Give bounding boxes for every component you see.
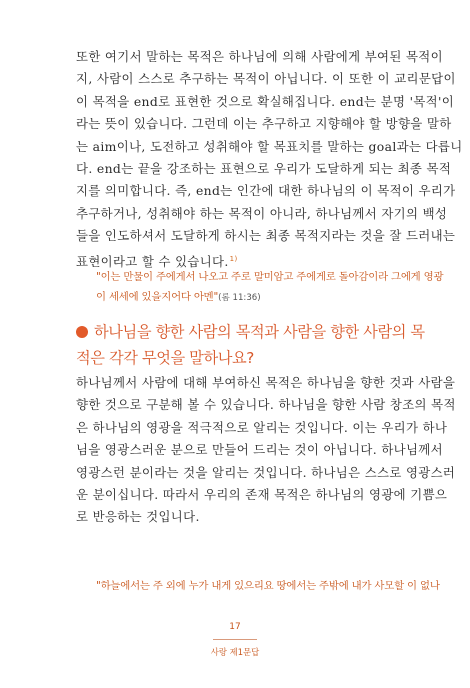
text-line: 들을 인도하셔서 도달하게 하시는 최종 목적지라는 것을 잘 드러내는 bbox=[76, 228, 456, 244]
verse-reference: (롬 11:36) bbox=[218, 293, 261, 303]
text-line: 로 반응하는 것입니다. bbox=[76, 509, 200, 525]
text-line: 지, 사람이 스스로 추구하는 목적이 아닙니다. 이 또한 이 교리문답이 bbox=[76, 71, 456, 87]
footer-divider bbox=[213, 639, 257, 640]
text-line: 또한 여기서 말하는 목적은 하나님에 의해 사람에게 부여된 목적이 bbox=[76, 49, 443, 64]
verse-line: "하늘에서는 주 외에 누가 내게 있으리요 땅에서는 주밖에 내가 사모할 이 없나 bbox=[96, 580, 440, 592]
text-line: 운 분이십니다. 따라서 우리의 존재 목적은 하나님의 영광에 기쁨으 bbox=[76, 486, 448, 502]
text-line: 님을 영광스러운 분으로 만들어 드리는 것이 아닙니다. 하나님께서 bbox=[76, 442, 443, 458]
text-line: 다. end는 끝을 강조하는 표현으로 우리가 도달하게 되는 최종 목적 bbox=[76, 160, 452, 176]
text-line: 는 aim이나, 도전하고 성취해야 할 목표치를 말하는 goal과는 다릅니 bbox=[76, 138, 463, 154]
text-line: 향한 것으로 구분해 볼 수 있습니다. 하나님을 향한 사람 창조의 목적 bbox=[76, 397, 456, 413]
text-line: 지를 의미합니다. 즉, end는 인간에 대한 하나님의 이 목적이 우리가 bbox=[76, 183, 456, 199]
text-line: 추구하거나, 성취해야 하는 목적이 아니라, 하나님께서 자기의 백성 bbox=[76, 205, 448, 221]
text-line: 영광스런 분이라는 것을 알리는 것입니다. 하나님은 스스로 영광스러 bbox=[76, 464, 456, 480]
scripture-quote-romans bbox=[96, 267, 444, 308]
text-line: 하나님께서 사람에 대해 부여하신 목적은 하나님을 향한 것과 사람을 bbox=[76, 375, 456, 390]
text-line-last: 표현이라고 할 수 있습니다. bbox=[76, 253, 229, 269]
verse-line: "이는 만물이 주에게서 나오고 주로 말미암고 주에게로 돌아감이라 그에게 영광 bbox=[96, 271, 444, 283]
heading-line: 적은 각각 무엇을 말하나요? bbox=[76, 349, 254, 367]
footnote-marker[interactable]: 1) bbox=[229, 254, 238, 263]
bullet-dot-icon bbox=[76, 326, 88, 338]
text-line: 이 목적을 end로 표현한 것으로 확실해집니다. end는 분명 '목적'이 bbox=[76, 93, 455, 109]
verse-line-end: 이 세세에 있을지어다 아멘" bbox=[96, 291, 219, 303]
section-heading bbox=[76, 319, 425, 371]
heading-text: 하나님을 향한 사람의 목적과 사람을 향한 사람의 목 bbox=[94, 323, 425, 341]
verse-line bbox=[96, 287, 412, 308]
text-line: 라는 뜻이 있습니다. 그런데 이는 추구하고 지향해야 할 방향을 말하 bbox=[76, 116, 452, 132]
heading-line bbox=[76, 319, 425, 345]
paragraph-end-meaning bbox=[76, 46, 463, 270]
text-line: 은 하나님의 영광을 적극적으로 알리는 것입니다. 이는 우리가 하나 bbox=[76, 419, 448, 435]
scripture-quote-psalm bbox=[96, 576, 440, 596]
paragraph-purpose-of-creation bbox=[76, 372, 456, 529]
page-number: 17 bbox=[229, 622, 241, 632]
running-title: 사랑 제1문답 bbox=[210, 647, 260, 657]
